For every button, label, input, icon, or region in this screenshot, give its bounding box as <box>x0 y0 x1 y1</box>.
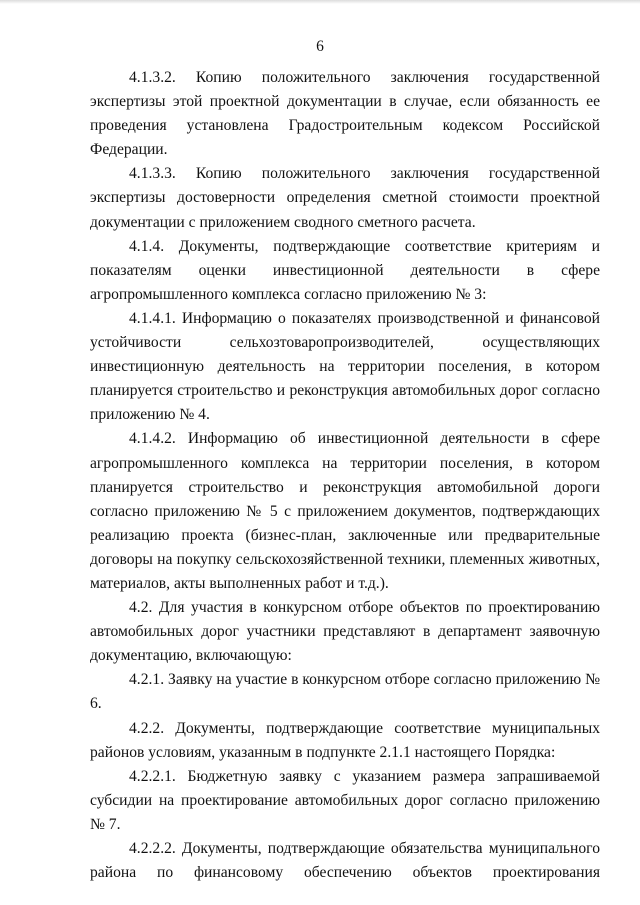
paragraph-4-2: 4.2. Для участия в конкурсном отборе объектов по проектированию автомобильных дорог участники представляют в департамент заявочную документацию, включающую: <box>90 599 600 665</box>
paragraph-4-2-2-2: 4.2.2.2. Документы, подтверждающие обязательства муниципального района по финансовому обеспечению объектов проектирования <box>90 840 600 882</box>
scan-edge <box>0 0 640 4</box>
paragraph-4-2-2-1: 4.2.2.1. Бюджетную заявку с указанием размера запрашиваемой субсидии на проектирование автомобильных дорог согласно приложению № 7. <box>90 767 600 833</box>
paragraph-4-1-3-2: 4.1.3.2. Копию положительного заключения государственной экспертизы этой проектной документации в случае, если обязанность ее проведения установлена Градостроительным кодексом Российской Федерации. <box>90 69 600 159</box>
paragraph-4-1-4-2: 4.1.4.2. Информацию об инвестиционной деятельности в сфере агропромышленного комплекса на территории поселения, в котором планируется строительство и реконструкция автомобильной дороги согласно приложению № 5 с приложением документов, подтверждающих реализацию проекта (бизнес-план, заключенные или предварительные договоры на покупку сельскохозяйственной техники, племенных животных, материалов, акты выполненных работ и т.д.). <box>90 430 600 592</box>
paragraph-4-1-3-3: 4.1.3.3. Копию положительного заключения государственной экспертизы достоверности определения сметной стоимости проектной документации с приложением сводного сметного расчета. <box>90 165 600 231</box>
paragraph-4-1-4: 4.1.4. Документы, подтверждающие соответствие критериям и показателям оценки инвестиционной деятельности в сфере агропромышленного комплекса согласно приложению № 3: <box>90 237 600 303</box>
paragraph-4-2-2: 4.2.2. Документы, подтверждающие соответствие муниципальных районов условиям, указанным в подпункте 2.1.1 настоящего Порядка: <box>90 719 600 761</box>
paragraph-4-1-4-1: 4.1.4.1. Информацию о показателях производственной и финансовой устойчивости сельхозтоваропроизводителей, осуществляющих инвестиционную деятельность на территории поселения, в котором планируется строительство и реконструкция автомобильных дорог согласно приложению № 4. <box>90 309 600 424</box>
page-number: 6 <box>316 38 324 55</box>
paragraph-4-2-1: 4.2.1. Заявку на участие в конкурсном отборе согласно приложению № 6. <box>90 671 600 713</box>
document-body <box>90 66 600 885</box>
